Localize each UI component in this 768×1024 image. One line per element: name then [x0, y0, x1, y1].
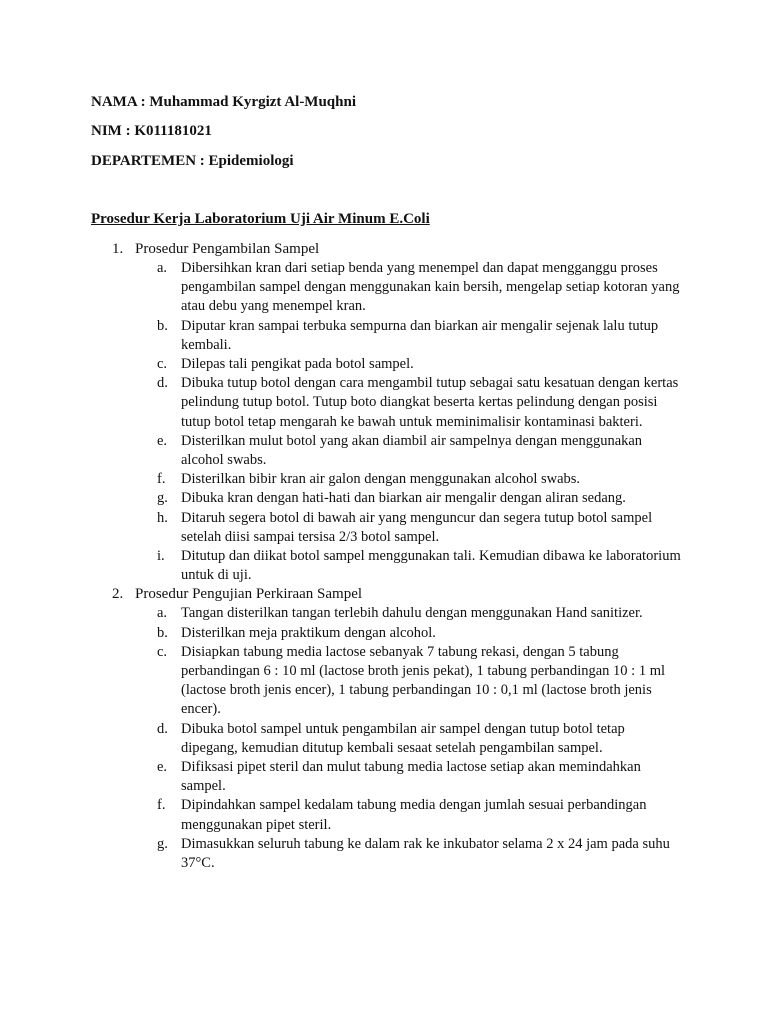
list-item: [0, 489, 768, 508]
list-item-text: Dibersihkan kran dari setiap benda yang menempel dan dapat mengganggu proses pengambilan sampel dengan menggunakan kain bersih, mengelap setiap kotoran yang atau debu yang menempel kran.: [181, 260, 680, 315]
list-item-text: Ditutup dan diikat botol sampel menggunakan tali. Kemudian dibawa ke laboratorium untuk di uji.: [181, 548, 681, 584]
list-item-text: Dimasukkan seluruh tabung ke dalam rak ke inkubator selama 2 x 24 jam pada suhu 37°C.: [181, 835, 670, 872]
student-name: NAMA : Muhammad Kyrgizt Al-Muqhni: [91, 94, 357, 110]
list-item: [0, 470, 768, 489]
list-item-letter: g.: [157, 490, 168, 507]
list-item: [0, 509, 768, 547]
list-item: [0, 432, 768, 470]
list-item: [0, 643, 768, 720]
list-item-text: Dilepas tali pengikat pada botol sampel.: [181, 356, 414, 373]
list-item-letter: d.: [157, 375, 168, 392]
list-item-letter: f.: [157, 471, 166, 488]
list-item-text: Disterilkan bibir kran air galon dengan menggunakan alcohol swabs.: [181, 471, 581, 488]
list-item-letter: i.: [157, 548, 165, 565]
list-item-text: Difiksasi pipet steril dan mulut tabung media lactose setiap akan memindahkan sampel.: [181, 759, 641, 795]
list-item-letter: e.: [157, 759, 168, 776]
procedure-sections: [0, 240, 768, 873]
list-item: [0, 355, 768, 374]
list-item: [0, 835, 768, 873]
list-item: [0, 758, 768, 796]
list-item: [0, 604, 768, 623]
section-title: Prosedur Pengujian Perkiraan Sampel: [135, 586, 363, 603]
list-item-text: Disterilkan meja praktikum dengan alcohol.: [181, 624, 436, 641]
list-item: [0, 720, 768, 758]
section-number: 1.: [112, 241, 124, 257]
list-item: [0, 317, 768, 355]
student-nim: NIM : K011181021: [91, 123, 212, 139]
list-item-text: Ditaruh segera botol di bawah air yang menguncur dan segera tutup botol sampel setelah diisi sampai tersisa 2/3 botol sampel.: [181, 509, 653, 545]
list-item-letter: b.: [157, 317, 168, 334]
list-item-letter: d.: [157, 720, 168, 737]
list-item-letter: b.: [157, 624, 168, 641]
section-title: Prosedur Pengambilan Sampel: [135, 241, 320, 257]
list-item: [0, 259, 768, 317]
list-item-text: Dibuka tutup botol dengan cara mengambil tutup sebagai satu kesatuan dengan kertas pelindung tutup botol. Tutup boto diangkat beserta kertas pelindung dengan posisi tutup botol tetap mengarah ke bawah untuk meminimalisir kontaminasi bakteri.: [181, 375, 679, 430]
list-item-letter: g.: [157, 835, 168, 852]
list-item: [0, 374, 768, 432]
section-heading: [0, 240, 768, 259]
list-item-letter: c.: [157, 356, 168, 373]
list-item-text: Disiapkan tabung media lactose sebanyak 7 tabung rekasi, dengan 5 tabung perbandingan 6 : 10 ml (lactose broth jenis pekat), 1 tabung perbandingan 10 : 1 ml (lactose broth jenis encer), 1 tabung perbandingan 10 : 0,1 ml (lactose broth jenis encer).: [181, 643, 666, 718]
list-item-letter: a.: [157, 260, 168, 276]
list-item-letter: a.: [157, 605, 168, 622]
list-item-text: Dipindahkan sampel kedalam tabung media dengan jumlah sesuai perbandingan menggunakan pipet steril.: [181, 797, 647, 833]
student-department: DEPARTEMEN : Epidemiologi: [91, 153, 294, 169]
list-item-text: Diputar kran sampai terbuka sempurna dan biarkan air mengalir sejenak lalu tutup kembali.: [181, 317, 659, 353]
list-item-text: Dibuka kran dengan hati-hati dan biarkan air mengalir dengan aliran sedang.: [181, 490, 626, 507]
list-item-text: Dibuka botol sampel untuk pengambilan air sampel dengan tutup botol tetap dipegang, kemudian ditutup kembali sesaat setelah pengambilan sampel.: [181, 720, 625, 756]
list-item-text: Disterilkan mulut botol yang akan diambil air sampelnya dengan menggunakan alcohol swabs.: [181, 432, 643, 469]
list-item: [0, 547, 768, 585]
list-item-letter: h.: [157, 509, 168, 526]
section-number: 2.: [112, 586, 124, 603]
document-title: Prosedur Kerja Laboratorium Uji Air Minum E.Coli: [91, 211, 430, 227]
list-item-letter: f.: [157, 797, 166, 814]
list-item: [0, 796, 768, 834]
section-heading: [0, 585, 768, 604]
list-item: [0, 624, 768, 643]
list-item-letter: e.: [157, 432, 168, 449]
list-item-text: Tangan disterilkan tangan terlebih dahulu dengan menggunakan Hand sanitizer.: [181, 605, 643, 622]
list-item-letter: c.: [157, 643, 168, 660]
